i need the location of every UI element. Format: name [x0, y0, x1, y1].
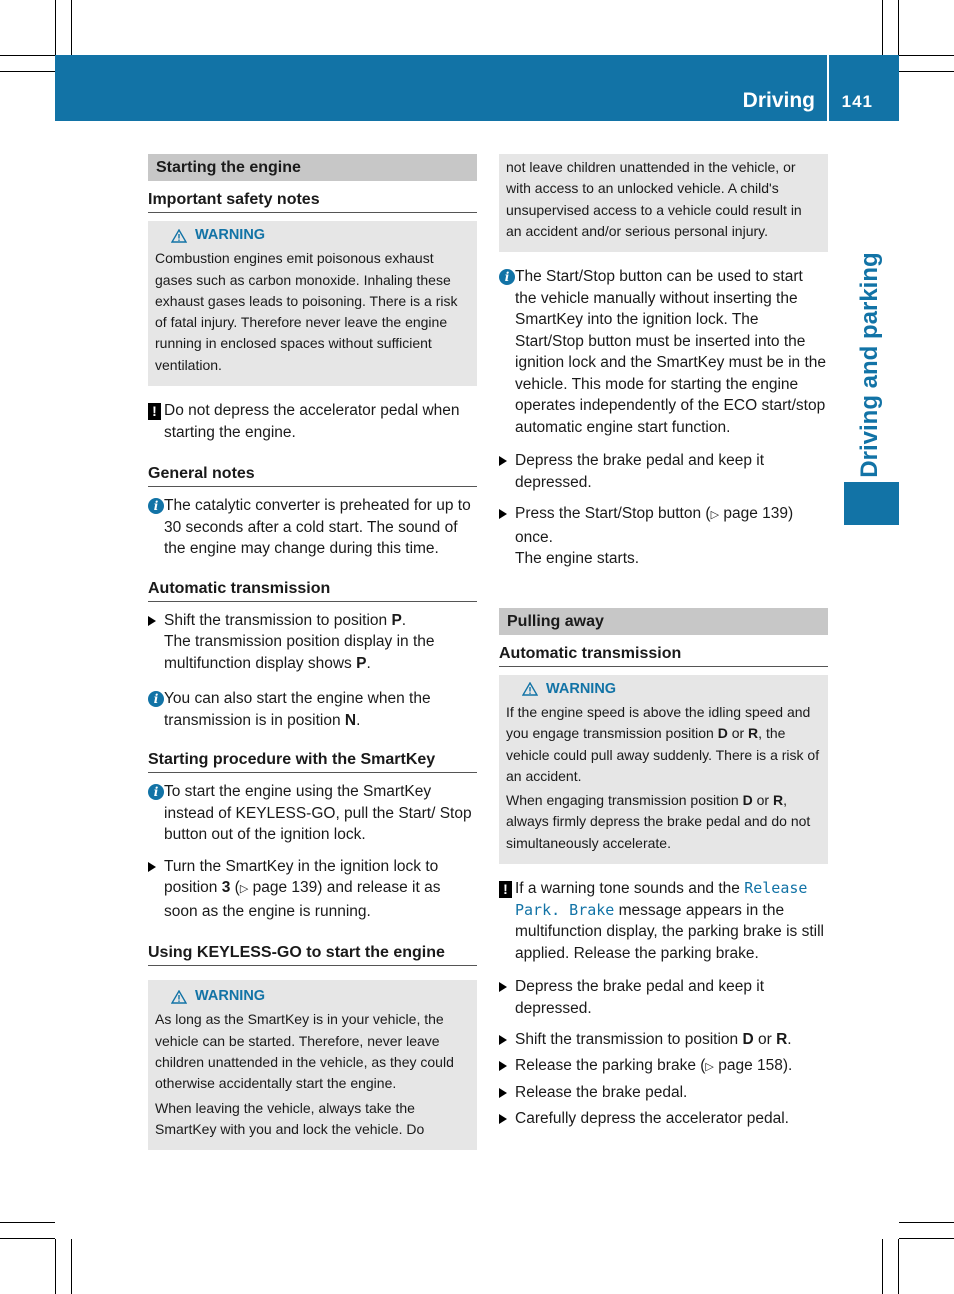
- side-chapter-tab: [844, 482, 899, 525]
- warning-triangle-icon: [522, 682, 538, 696]
- warning-box: [148, 980, 477, 1150]
- step-item: [499, 1055, 828, 1079]
- warning-fragment: , always firmly depress the brake pedal and do not simultaneously accelerate.: [506, 792, 811, 851]
- info-note: [148, 781, 477, 846]
- position-code: R: [748, 725, 759, 742]
- step-text: ) and release it as soon as the engine is running.: [164, 879, 441, 920]
- step-text: Shift the transmission to position: [515, 1031, 743, 1049]
- step-item: [499, 503, 828, 570]
- page-header: [55, 55, 899, 121]
- crop-mark: [0, 55, 55, 56]
- step-arrow-icon: [499, 1035, 507, 1045]
- display-message: Release Park. Brake: [515, 879, 808, 919]
- warning-header: [155, 986, 470, 1007]
- crop-mark: [899, 71, 954, 72]
- position-code: P: [356, 654, 367, 672]
- keyless-go-heading: Using KEYLESS-GO to start the engine: [148, 944, 477, 966]
- crop-mark: [0, 71, 55, 72]
- warning-fragment: If the engine speed is above the idling speed and you engage transmission position: [506, 703, 811, 742]
- position-code: N: [344, 711, 357, 729]
- page-reference-link[interactable]: page 158: [718, 1056, 783, 1074]
- step-arrow-icon: [499, 509, 507, 519]
- info-note: [148, 688, 477, 731]
- position-code: R: [772, 792, 784, 809]
- warning-fragment: or: [727, 725, 749, 742]
- position-code: D: [717, 725, 728, 742]
- header-divider: [827, 55, 829, 121]
- step-result: The transmission position display in the multifunction display shows: [164, 633, 435, 672]
- crop-mark: [55, 1239, 56, 1294]
- page-ref-icon: ▷: [239, 883, 249, 896]
- general-notes-heading: General notes: [148, 465, 477, 487]
- page-ref-icon: ▷: [705, 1060, 714, 1073]
- step-text: Release the parking brake (: [515, 1056, 706, 1074]
- warning-label: WARNING: [195, 988, 266, 1005]
- warning-fragment: When engaging transmission position: [506, 792, 743, 809]
- step-arrow-icon: [499, 982, 507, 992]
- warning-text: [506, 702, 821, 787]
- step-text: (: [230, 879, 240, 897]
- step-text: Release the brake pedal.: [515, 1084, 688, 1102]
- step-text: Carefully depress the accelerator pedal.: [515, 1109, 789, 1127]
- warning-box: [499, 675, 828, 864]
- step-item: [499, 1029, 828, 1051]
- info-text: You can also start the engine when the transmission is in position: [164, 690, 431, 729]
- step-text: .: [366, 654, 371, 672]
- info-text: .: [356, 711, 361, 729]
- automatic-transmission-heading: Automatic transmission: [499, 645, 828, 667]
- position-code: 3: [221, 879, 231, 897]
- position-code: R: [776, 1031, 788, 1049]
- step-text: ).: [782, 1056, 793, 1074]
- step-arrow-icon: [148, 616, 156, 626]
- step-item: [499, 976, 828, 1019]
- page-reference-link[interactable]: page 139: [723, 505, 789, 523]
- step-text: Depress the brake pedal and keep it depressed.: [515, 978, 765, 1017]
- step-text: .: [401, 611, 407, 629]
- warning-label: WARNING: [546, 680, 617, 697]
- step-text: Turn the SmartKey in the ignition lock to position: [164, 857, 439, 897]
- warning-text: When leaving the vehicle, always take the SmartKey with you and lock the vehicle. Do: [155, 1099, 425, 1137]
- exclamation-icon: !: [499, 881, 512, 898]
- caution-note: [499, 878, 828, 964]
- step-item: [499, 1082, 828, 1104]
- step-text: or: [753, 1031, 777, 1049]
- info-note: [148, 495, 477, 560]
- warning-label: WARNING: [195, 227, 266, 243]
- right-column: [499, 154, 828, 1139]
- step-text: Press the Start/Stop button (: [515, 505, 711, 523]
- info-icon: i: [148, 691, 164, 707]
- warning-header: [506, 679, 821, 700]
- page-reference-link[interactable]: page 139: [252, 879, 318, 897]
- page-ref-icon: ▷: [710, 509, 720, 522]
- step-text: ) once.: [515, 505, 794, 546]
- crop-mark: [899, 1238, 954, 1239]
- step-text: .: [787, 1031, 792, 1049]
- step-item: [148, 856, 477, 923]
- step-text: Shift the transmission to position: [164, 611, 392, 629]
- info-text: To start the engine using the SmartKey instead of KEYLESS-GO, pull the Start/ Stop button out of the ignition lock.: [164, 783, 472, 844]
- step-item: [148, 610, 477, 675]
- warning-box-continued: [499, 154, 828, 252]
- header-section-title: Driving: [742, 89, 815, 112]
- warning-triangle-icon: [171, 229, 187, 243]
- info-icon: i: [148, 498, 164, 514]
- side-chapter-label: Driving and parking: [856, 252, 883, 478]
- caution-text: If a warning tone sounds and the: [515, 880, 745, 898]
- warning-text: not leave children unattended in the vehicle, or with access to an unlocked vehicle. A child's unsupervised access to a vehicle could result in an accident and/or serious personal injury.: [506, 159, 802, 239]
- crop-mark: [0, 1222, 55, 1223]
- info-icon: i: [499, 269, 515, 285]
- step-arrow-icon: [499, 456, 507, 466]
- smartkey-heading: Starting procedure with the SmartKey: [148, 751, 477, 773]
- section-title: Starting the engine: [148, 154, 477, 181]
- warning-text: [506, 790, 821, 854]
- crop-mark: [71, 1239, 72, 1294]
- page-number: 141: [841, 92, 873, 111]
- step-item: [499, 450, 828, 493]
- info-note: [499, 266, 828, 438]
- info-text: The catalytic converter is preheated for up to 30 seconds after a cold start. The sound of the engine may change during this time.: [164, 497, 471, 558]
- crop-mark: [71, 0, 72, 55]
- step-arrow-icon: [148, 862, 156, 872]
- step-item: [499, 1108, 828, 1130]
- section-title: Pulling away: [499, 608, 828, 635]
- step-arrow-icon: [499, 1114, 507, 1124]
- crop-mark: [55, 0, 56, 55]
- warning-box: [148, 221, 477, 386]
- step-result: The engine starts.: [515, 550, 640, 568]
- warning-text: As long as the SmartKey is in your vehicle, the vehicle can be started. Therefore, never leave children unattended in the vehicle, as they could otherwise accidentally start the engine.: [155, 1011, 454, 1092]
- position-code: D: [742, 1031, 754, 1049]
- exclamation-icon: !: [148, 403, 161, 420]
- warning-fragment: , the vehicle could pull away suddenly. There is a risk of an accident.: [506, 725, 820, 784]
- caution-note: [148, 400, 477, 443]
- warning-triangle-icon: [171, 990, 187, 1004]
- safety-notes-heading: Important safety notes: [148, 191, 477, 213]
- warning-text: Combustion engines emit poisonous exhaust gases such as carbon monoxide. Inhaling these exhaust gases leads to poisoning. There is a risk of fatal injury. Therefore never leave the engine running in enclosed spaces without sufficient ventilation.: [155, 250, 458, 373]
- step-arrow-icon: [499, 1088, 507, 1098]
- info-icon: i: [148, 784, 164, 800]
- position-code: P: [391, 611, 402, 629]
- crop-mark: [0, 1238, 55, 1239]
- crop-mark: [882, 1239, 883, 1294]
- info-text: The Start/Stop button can be used to start the vehicle manually without inserting the SmartKey into the ignition lock. The Start/Stop button must be inserted into the ignition lock and the SmartKey must be in the vehicle. This mode for starting the engine operates independently of the ECO start/stop automatic engine start function.: [515, 268, 827, 436]
- position-code: D: [742, 792, 753, 809]
- caution-text: message appears in the multifunction display, the parking brake is still applied. Release the parking brake.: [515, 901, 824, 962]
- automatic-transmission-heading: Automatic transmission: [148, 580, 477, 602]
- crop-mark: [882, 0, 883, 55]
- caution-text: Do not depress the accelerator pedal when starting the engine.: [164, 402, 460, 441]
- step-text: Depress the brake pedal and keep it depressed.: [515, 452, 765, 491]
- warning-header: [155, 225, 470, 246]
- warning-fragment: or: [752, 792, 773, 809]
- crop-mark: [898, 1239, 899, 1294]
- left-column: [148, 154, 477, 1164]
- crop-mark: [899, 1222, 954, 1223]
- crop-mark: [899, 55, 954, 56]
- step-arrow-icon: [499, 1061, 507, 1071]
- crop-mark: [898, 0, 899, 55]
